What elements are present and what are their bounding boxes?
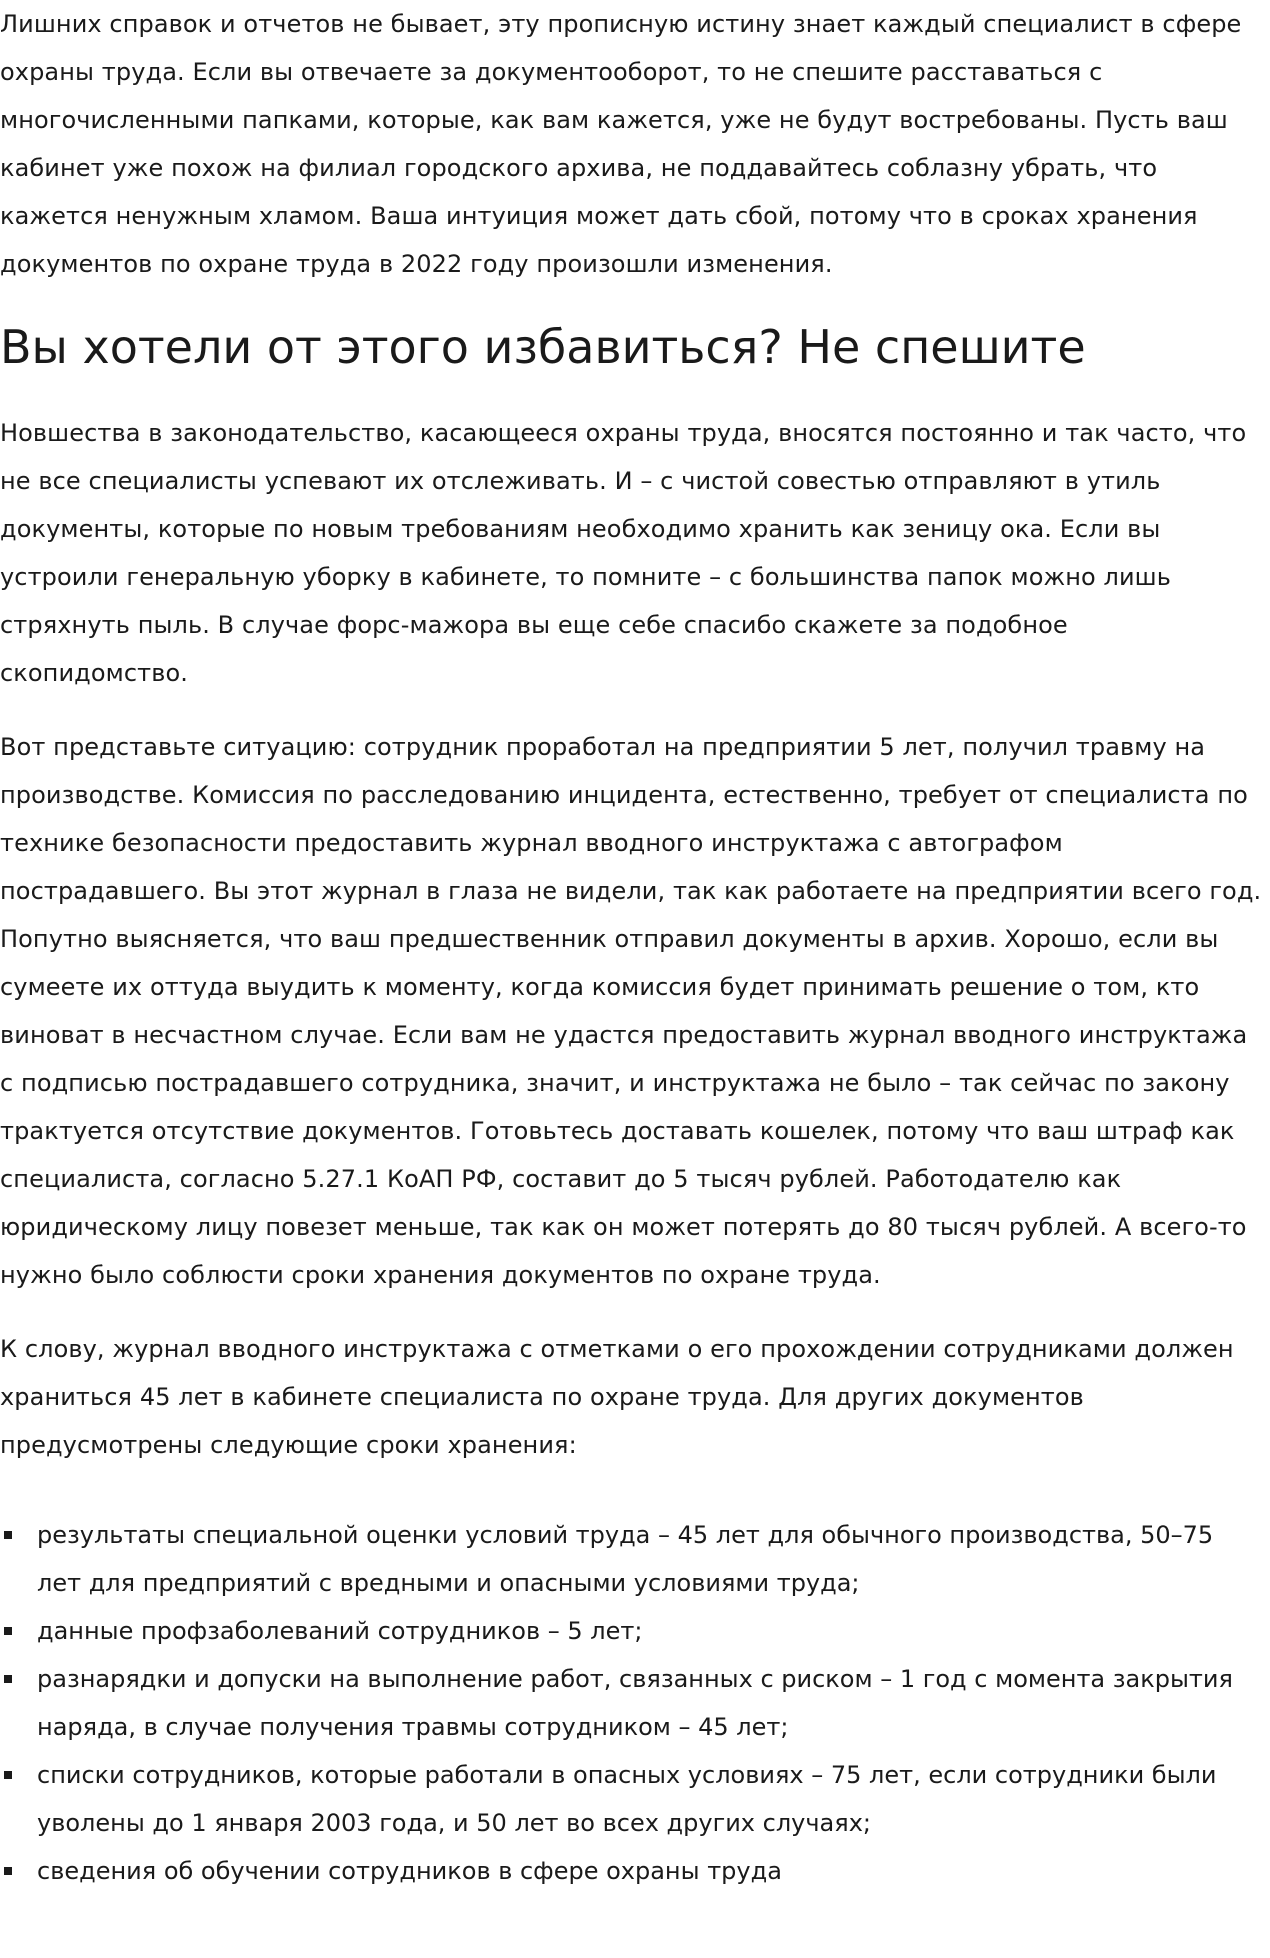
list-item [0, 1511, 1262, 1607]
paragraph-storage-terms: К слову, журнал вводного инструктажа с отметками о его прохождении сотрудниками должен храниться 45 лет в кабинете специалиста по охране труда. Для других документов предусмотрены следующие сроки хранения: [0, 1335, 1234, 1459]
section-heading: Вы хотели от этого избавиться? Не спешите [0, 320, 1086, 374]
list-item-text: сведения об обучении сотрудников в сфере охраны труда [37, 1857, 782, 1885]
square-bullet-icon [4, 1771, 12, 1779]
list-item [0, 1847, 1262, 1895]
intro-paragraph: Лишних справок и отчетов не бывает, эту прописную истину знает каждый специалист в сфере охраны труда. Если вы отвечаете за документооборот, то не спешите расставаться с многочисленными папками, которые, как вам кажется, уже не будут востребованы. Пусть ваш кабинет уже похож на филиал городского архива, не поддавайтесь соблазну убрать, что кажется ненужным хламом. Ваша интуиция может дать сбой, потому что в сроках хранения документов по охране труда в 2022 году произошли изменения. [0, 10, 1242, 278]
list-item-text: данные профзаболеваний сотрудников – 5 лет; [37, 1617, 643, 1645]
square-bullet-icon [4, 1867, 12, 1875]
list-item-text: разнарядки и допуски на выполнение работ, связанных с риском – 1 год с момента закрытия наряда, в случае получения травмы сотрудником – 45 лет; [37, 1665, 1233, 1741]
list-item-text: списки сотрудников, которые работали в опасных условиях – 75 лет, если сотрудники были уволены до 1 января 2003 года, и 50 лет во всех других случаях; [37, 1761, 1217, 1837]
list-item [0, 1607, 1262, 1655]
square-bullet-icon [4, 1627, 12, 1635]
list-item [0, 1655, 1262, 1751]
list-item-text: результаты специальной оценки условий труда – 45 лет для обычного производства, 50–75 лет для предприятий с вредными и опасными условиями труда; [37, 1521, 1214, 1597]
square-bullet-icon [4, 1531, 12, 1539]
list-item [0, 1751, 1262, 1847]
paragraph-situation: Вот представьте ситуацию: сотрудник проработал на предприятии 5 лет, получил травму на производстве. Комиссия по расследованию инцидента, естественно, требует от специалиста по технике безопасности предоставить журнал вводного инструктажа с автографом пострадавшего. Вы этот журнал в глаза не видели, так как работаете на предприятии всего год. Попутно выясняется, что ваш предшественник отправил документы в архив. Хорошо, если вы сумеете их оттуда выудить к моменту, когда комиссия будет принимать решение о том, кто виноват в несчастном случае. Если вам не удастся предоставить журнал вводного инструктажа с подписью пострадавшего сотрудника, значит, и инструктажа не было – так сейчас по закону трактуется отсутствие документов. Готовьтесь доставать кошелек, потому что ваш штраф как специалиста, согласно 5.27.1 КоАП РФ, составит до 5 тысяч рублей. Работодателю как юридическому лицу повезет меньше, так как он может потерять до 80 тысяч рублей. А всего-то нужно было соблюсти сроки хранения документов по охране труда. [0, 733, 1262, 1289]
square-bullet-icon [4, 1675, 12, 1683]
paragraph-legislation: Новшества в законодательство, касающееся охраны труда, вносятся постоянно и так часто, что не все специалисты успевают их отслеживать. И – с чистой совестью отправляют в утиль документы, которые по новым требованиям необходимо хранить как зеницу ока. Если вы устроили генеральную уборку в кабинете, то помните – с большинства папок можно лишь стряхнуть пыль. В случае форс-мажора вы еще себе спасибо скажете за подобное скопидомство. [0, 419, 1247, 687]
storage-terms-list [0, 1511, 1262, 1895]
